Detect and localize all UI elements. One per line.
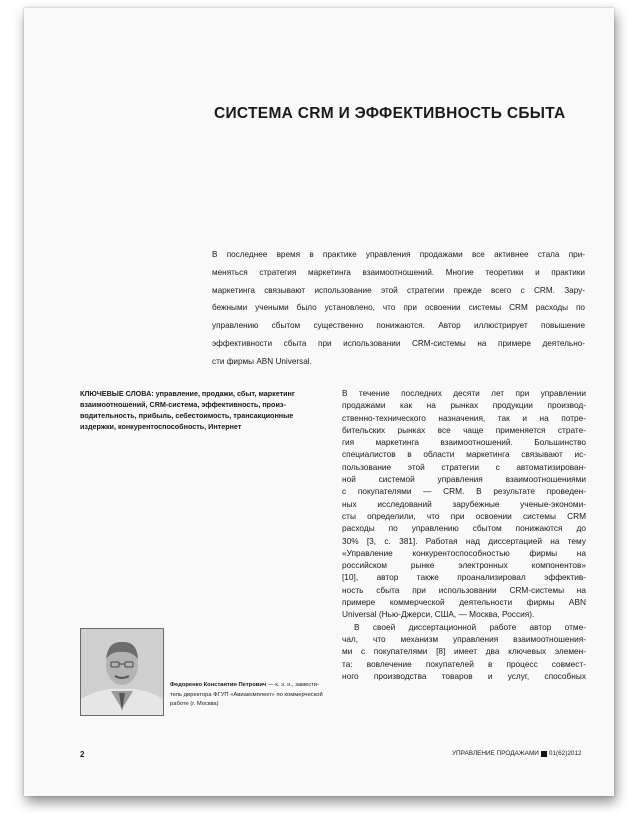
body-line: ность сбыта при использовании CRM-системы на — [342, 584, 586, 595]
body-line: ного производства товаров и услуг, способных — [342, 670, 586, 681]
article-lead — [212, 246, 585, 371]
body-line: российском рынке электронных компонентов» — [342, 560, 586, 571]
lead-line: меняться стратегия маркетинга взаимоотношений. Многие теоретики и практики — [212, 267, 585, 277]
lead-line: эффективности сбыта при использовании CRM-системы на примере деятельно- — [212, 338, 585, 348]
keywords-block — [80, 388, 325, 432]
body-line: расходы по управлению сбытом понижаются до — [342, 523, 586, 534]
article-body — [342, 387, 586, 682]
body-line: 30% [3, с. 381]. Работая над диссертацией на тему — [342, 535, 586, 546]
body-line: примере коммерческой деятельности фирмы ABN — [342, 597, 586, 608]
body-line: специалистов в области маркетинга связывают ис- — [342, 449, 586, 460]
author-position: — к. э. н., замести- — [266, 682, 320, 688]
author-name: Федоренко Константин Петрович — [170, 682, 267, 688]
body-line: с покупателями — CRM. В результате проведен- — [342, 486, 586, 497]
lead-line: В последнее время в практике управления продажами все активнее стала при- — [212, 250, 585, 259]
keywords-line: взаимоотношений, CRM-система, эффективность, произ- — [80, 400, 286, 409]
body-line: продажами как на рынках продукции производ- — [342, 400, 586, 411]
lead-line: бежными учеными было установлено, что при освоении системы CRM расходы по — [212, 303, 585, 313]
lead-line: сти фирмы ABN Universal. — [212, 356, 312, 366]
body-line: ственно-технического назначения, так и на потре- — [342, 412, 586, 423]
journal-name: УПРАВЛЕНИЕ ПРОДАЖАМИ — [452, 750, 539, 757]
body-line: бительских рынках все чаще применяется страте- — [342, 424, 586, 435]
journal-issue: 01(62)2012 — [548, 750, 582, 757]
body-line: сты определили, что при освоении системы CRM — [342, 510, 586, 521]
keywords-line: водительность, прибыль, себестоимость, трансакционные — [80, 411, 294, 420]
author-caption-line — [170, 681, 330, 691]
body-line: гия маркетинга взаимоотношений. Большинство — [342, 437, 586, 448]
keywords-line: издержки, конкурентоспособность, Интернет — [80, 422, 242, 431]
body-line: В своей диссертационной работе автор отме- — [354, 621, 586, 632]
body-line: та: вовлечение покупателей в процесс совмест- — [342, 658, 586, 669]
journal-footer — [452, 750, 582, 757]
square-separator-icon — [541, 751, 547, 757]
body-line: ной системой управления взаимоотношениями — [342, 474, 586, 485]
author-photo — [80, 628, 164, 716]
journal-page — [24, 8, 614, 796]
body-line: Universal (Нью-Джерси, США, — Москва, Россия). — [342, 609, 535, 620]
body-line: В течение последних десяти лет при управлении — [342, 388, 586, 398]
author-portrait-icon — [81, 629, 163, 715]
lead-line: управлению сбытом существенно понижаются. Автор иллюстрирует повышение — [212, 321, 585, 331]
keywords-line: КЛЮЧЕВЫЕ СЛОВА: управление, продажи, сбыт, маркетинг — [80, 389, 295, 398]
body-line: ми с покупателями [8] имеет два ключевых элемен- — [342, 646, 586, 657]
lead-line: маркетинга связывают использование этой стратегии прежде всего с CRM. Зару- — [212, 285, 585, 295]
author-caption-line: тель директора ФГУП «Авиакомплект» по коммерческой — [170, 691, 323, 698]
article-title: СИСТЕМА CRM И ЭФФЕКТИВНОСТЬ СБЫТА — [214, 105, 566, 122]
body-line: пользование этой стратегии с автоматизирован- — [342, 461, 586, 472]
body-line: ных исследований зарубежные ученые-экономи- — [342, 498, 586, 509]
author-caption-line: работе (г. Москва) — [170, 701, 219, 707]
author-caption — [170, 681, 330, 710]
body-line: [10], автор также проанализировал эффектив- — [342, 572, 586, 583]
body-line: «Управление конкурентоспособностью фирмы на — [342, 547, 586, 558]
page-number: 2 — [80, 750, 85, 759]
body-line: чал, что механизм управления взаимоотношения- — [342, 633, 586, 644]
